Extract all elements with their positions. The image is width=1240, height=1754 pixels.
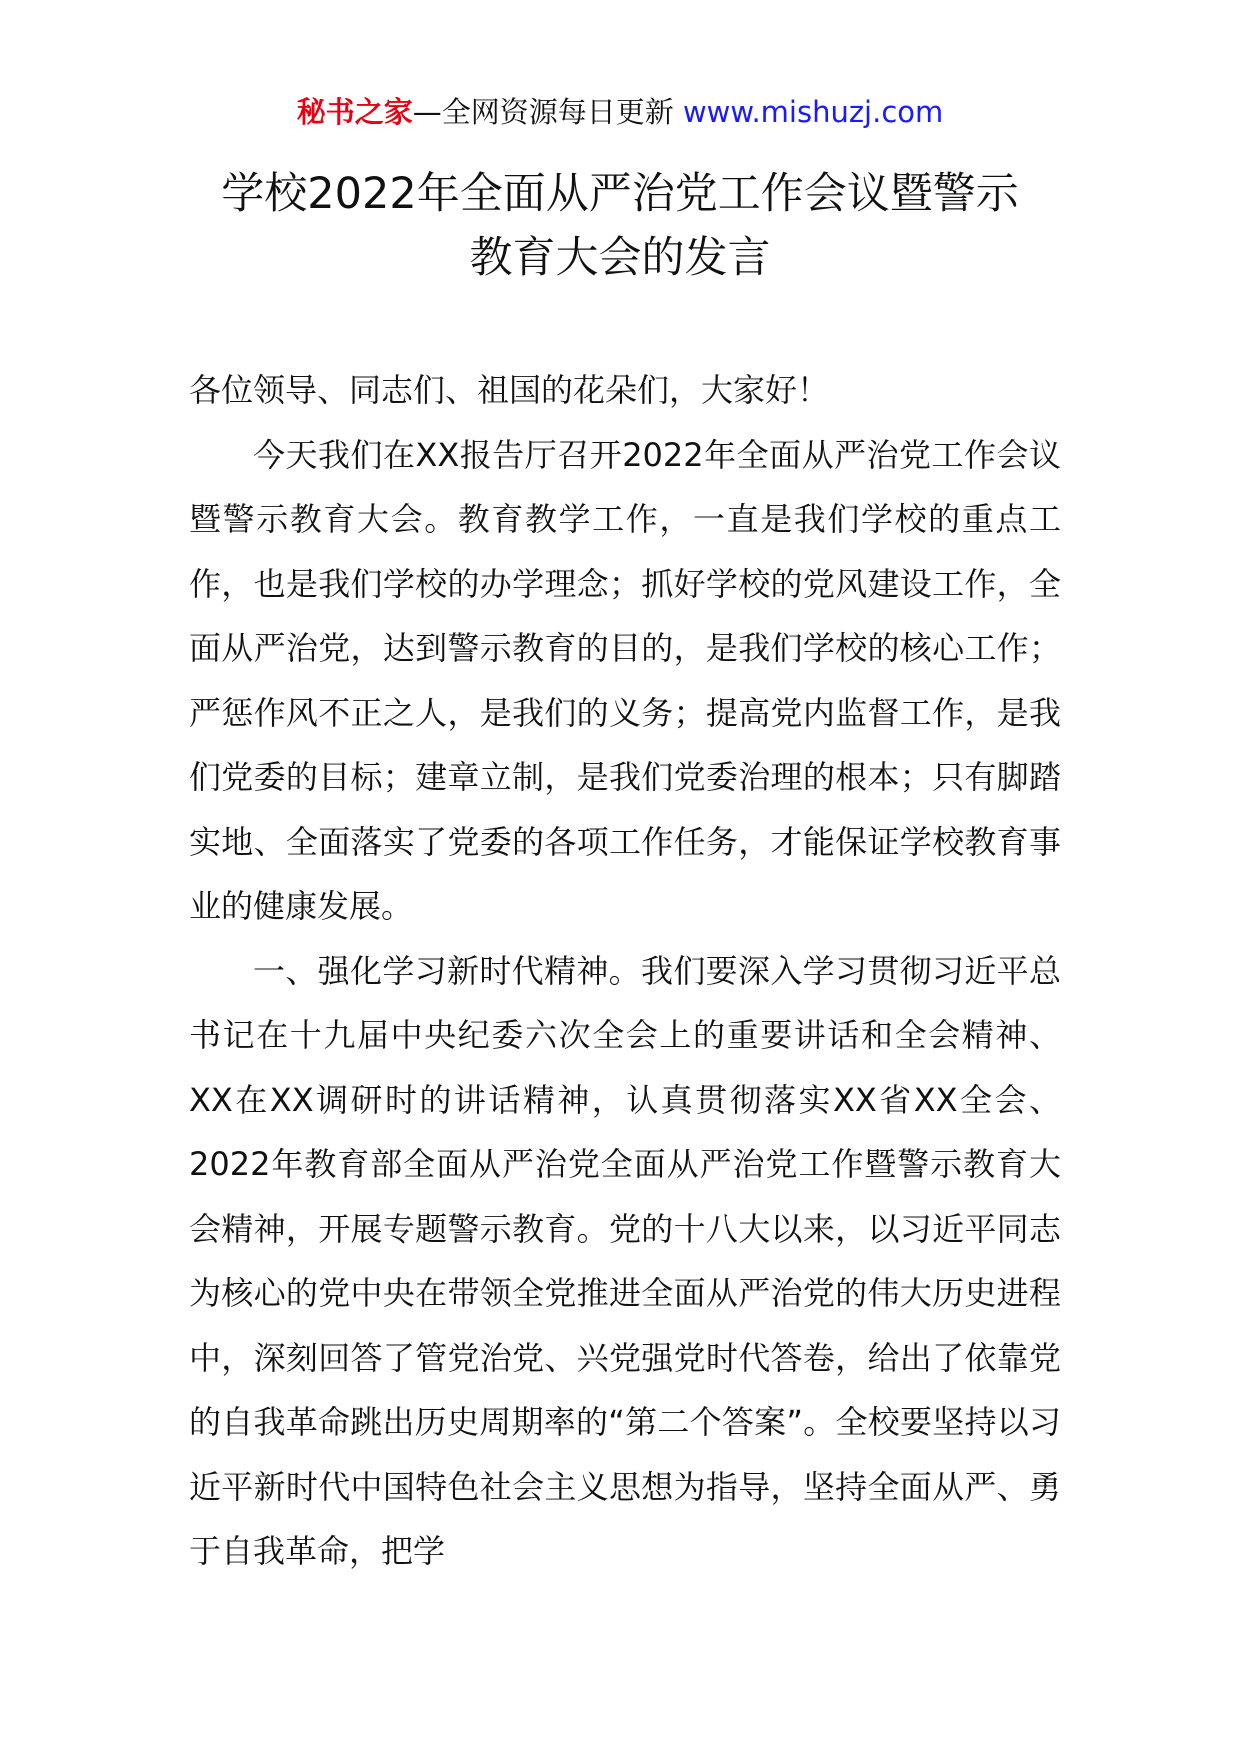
site-url-link[interactable]: www.mishuzj.com: [682, 95, 944, 129]
document-title: [100, 162, 1140, 290]
document-body: [189, 358, 1061, 1584]
greeting: 各位领导、同志们、祖国的花朵们，大家好！: [189, 371, 830, 409]
paragraph-section-1: 一、强化学习新时代精神。我们要深入学习贯彻习近平总书记在十九届中央纪委六次全会上的重要讲话和全会精神、XX在XX调研时的讲话精神，认真贯彻落实XX省XX全会、2022年教育部全面从严治党全面从严治党工作暨警示教育大会精神，开展专题警示教育。党的十八大以来，以习近平同志为核心的党中央在带领全党推进全面从严治党的伟大历史进程中，深刻回答了管党治党、兴党强党时代答卷，给出了依靠党的自我革命跳出历史周期率的“第二个答案”。全校要坚持以习近平新时代中国特色社会主义思想为指导，坚持全面从严、勇于自我革命，把学: [189, 951, 1061, 1570]
title-line-1: 学校2022年全面从严治党工作会议暨警示: [221, 169, 1019, 219]
title-line-2: 教育大会的发言: [469, 233, 771, 283]
header-tagline: —全网资源每日更新: [412, 95, 683, 129]
brand-name: 秘书之家: [296, 95, 413, 129]
site-header: [0, 92, 1240, 132]
paragraph-intro: 今天我们在XX报告厅召开2022年全面从严治党工作会议暨警示教育大会。教育教学工作，一直是我们学校的重点工作，也是我们学校的办学理念；抓好学校的党风建设工作，全面从严治党，达到警示教育的目的，是我们学校的核心工作；严惩作风不正之人，是我们的义务；提高党内监督工作，是我们党委的目标；建章立制，是我们党委治理的根本；只有脚踏实地、全面落实了党委的各项工作任务，才能保证学校教育事业的健康发展。: [189, 435, 1061, 925]
